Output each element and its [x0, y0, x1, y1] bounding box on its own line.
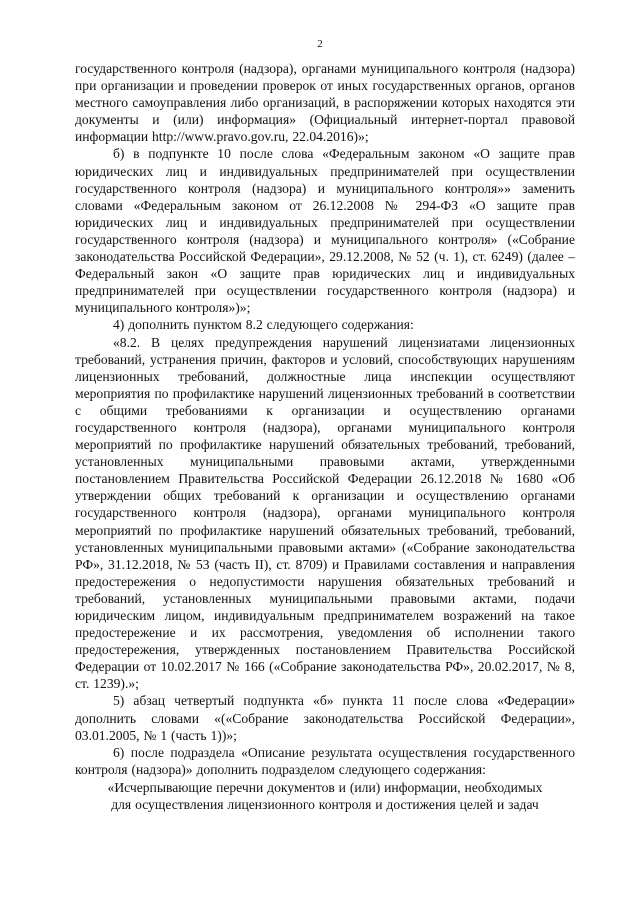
subsection-heading-line-1: «Исчерпывающие перечни документов и (или) информации, необходимых	[107, 779, 543, 795]
paragraph-continuation: государственного контроля (надзора), органами муниципального контроля (надзора) при организации и проведении проверок от иных государственных органов, органов местного самоуправления либо организаций, в распоряжении которых находятся эти документы и (или) информация» (Официальный интернет-портал правовой информации http://www.pravo.gov.ru, 22.04.2016)»;	[75, 61, 575, 145]
paragraph-subitem-b: б) в подпункте 10 после слова «Федеральным законом «О защите прав юридических лиц и индивидуальных предпринимателей при осуществлении государственного контроля (надзора) и муниципального контроля»» заменить словами «Федеральным законом от 26.12.2008 № 294-ФЗ «О защите прав юридических лиц и индивидуальных предпринимателей при осуществлении государственного контроля (надзора) и муниципального контроля» («Собрание законодательства Российской Федерации», 29.12.2008, № 52 (ч. 1), ст. 6249) (далее – Федеральный закон «О защите прав юридических лиц и индивидуальных предпринимателей при осуществлении государственного контроля (надзора) и муниципального контроля»)»;	[75, 146, 575, 316]
subsection-heading-line-2: для осуществления лицензионного контроля и достижения целей и задач	[111, 797, 539, 813]
paragraph-item-4: 4) дополнить пунктом 8.2 следующего содержания:	[113, 317, 414, 333]
paragraph-clause-8-2: «8.2. В целях предупреждения нарушений лицензиатами лицензионных требований, устранения причин, факторов и условий, способствующих нарушениям лицензионных требований, должностные лица инспекции осуществляют мероприятия по профилактике нарушений лицензионных требований в соответствии с общими требованиями к организации и осуществлению органами государственного контроля (надзора), органами муниципального контроля мероприятий по профилактике нарушений обязательных требований, требований, установленных муниципальными правовыми актами, утвержденными постановлением Правительства Российской Федерации 26.12.2018 № 1680 «Об утверждении общих требований к организации и осуществлению органами государственного контроля (надзора), органами муниципального контроля мероприятий по профилактике нарушений обязательных требований, требований, установленных муниципальными правовыми актами» («Собрание законодательства РФ», 31.12.2018, № 53 (часть II), ст. 8709) и Правилами составления и направления предостережения о недопустимости нарушения обязательных требований и требований, установленных муниципальными правовыми актами, подачи юридическим лицом, индивидуальным предпринимателем возражений на такое предостережение и их рассмотрения, уведомления об исполнении такого предостережения, утвержденных постановлением Правительства Российской Федерации от 10.02.2017 № 166 («Собрание законодательства РФ», 20.02.2017, № 8, ст. 1239).»;	[75, 334, 575, 692]
page-number: 2	[317, 38, 323, 50]
paragraph-item-6: 6) после подраздела «Описание результата осуществления государственного контроля (надзора)» дополнить подразделом следующего содержания:	[75, 744, 575, 777]
document-body	[75, 60, 575, 813]
paragraph-item-5: 5) абзац четвертый подпункта «б» пункта 11 после слова «Федерации» дополнить словами «(«Собрание законодательства Российской Федерации», 03.01.2005, № 1 (часть 1))»;	[75, 693, 575, 743]
subsection-heading	[75, 779, 575, 813]
